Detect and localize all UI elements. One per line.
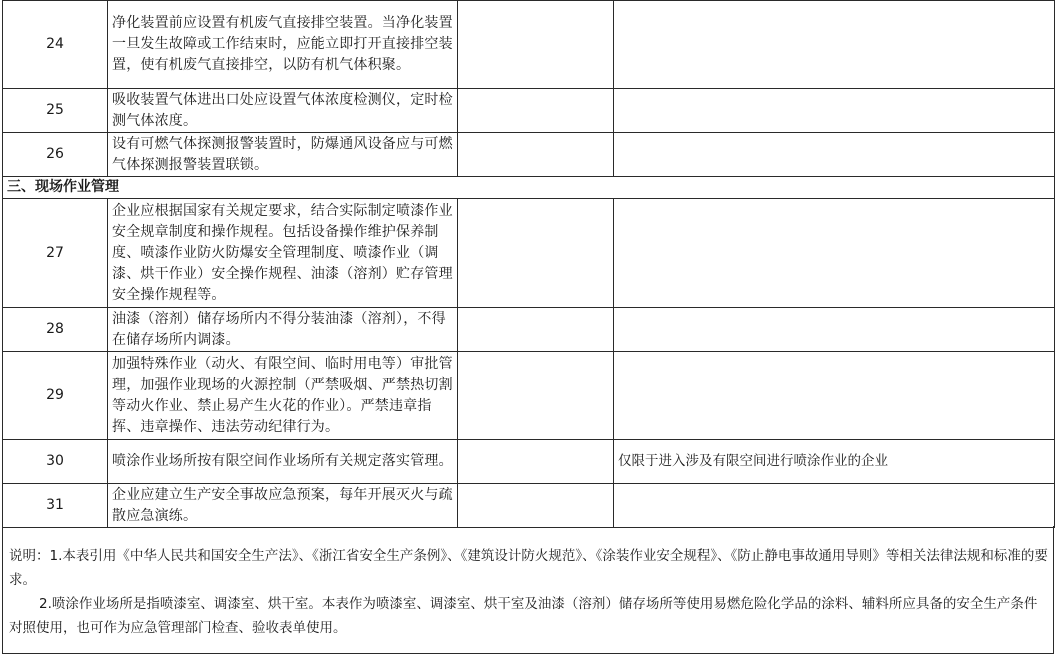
check-cell — [458, 484, 614, 528]
row-number: 27 — [3, 199, 108, 308]
remark-cell: 仅限于进入涉及有限空间进行喷涂作业的企业 — [614, 440, 1055, 484]
check-cell — [458, 440, 614, 484]
remark-cell — [614, 484, 1055, 528]
requirement-text: 企业应根据国家有关规定要求，结合实际制定喷漆作业安全规章制度和操作规程。包括设备操作维护保养制度、喷漆作业防火防爆安全管理制度、喷漆作业（调漆、烘干作业）安全操作规程、油漆（溶剂）贮存管理安全操作规程等。 — [108, 199, 458, 308]
notes-section — [2, 526, 1054, 654]
remark-cell — [614, 1, 1055, 89]
remark-cell — [614, 308, 1055, 352]
check-cell — [458, 308, 614, 352]
checklist-table — [2, 0, 1055, 528]
row-number: 24 — [3, 1, 108, 89]
note-line-1: 说明：1.本表引用《中华人民共和国安全生产法》、《浙江省安全生产条例》、《建筑设计防火规范》、《涂装作业安全规程》、《防止静电事故通用导则》等相关法律法规和标准的要求。 — [9, 548, 1048, 588]
remark-cell — [614, 89, 1055, 133]
table-row — [3, 133, 1055, 177]
check-cell — [458, 352, 614, 440]
check-cell — [458, 133, 614, 177]
remark-cell — [614, 133, 1055, 177]
table-row — [3, 440, 1055, 484]
table-row — [3, 352, 1055, 440]
note-line-2: 2.喷涂作业场所是指喷漆室、调漆室、烘干室。本表作为喷漆室、调漆室、烘干室及油漆（溶剂）储存场所等使用易燃危险化学品的涂料、辅料所应具备的安全生产条件对照使用，也可作为应急管理部门检查、验收表单使用。 — [9, 596, 1038, 636]
check-cell — [458, 89, 614, 133]
requirement-text: 油漆（溶剂）储存场所内不得分装油漆（溶剂），不得在储存场所内调漆。 — [108, 308, 458, 352]
check-cell — [458, 1, 614, 89]
row-number: 25 — [3, 89, 108, 133]
table-row — [3, 1, 1055, 89]
requirement-text: 加强特殊作业（动火、有限空间、临时用电等）审批管理，加强作业现场的火源控制（严禁吸烟、严禁热切割等动火作业、禁止易产生火花的作业）。严禁违章指挥、违章操作、违法劳动纪律行为。 — [108, 352, 458, 440]
table-row — [3, 89, 1055, 133]
table-row — [3, 199, 1055, 308]
row-number: 30 — [3, 440, 108, 484]
row-number: 28 — [3, 308, 108, 352]
checklist-table-container — [2, 0, 1054, 528]
row-number: 31 — [3, 484, 108, 528]
remark-cell — [614, 352, 1055, 440]
table-row — [3, 308, 1055, 352]
remark-cell — [614, 199, 1055, 308]
requirement-text: 设有可燃气体探测报警装置时，防爆通风设备应与可燃气体探测报警装置联锁。 — [108, 133, 458, 177]
requirement-text: 净化装置前应设置有机废气直接排空装置。当净化装置一旦发生故障或工作结束时，应能立即打开直接排空装置，使有机废气直接排空，以防有机气体积聚。 — [108, 1, 458, 89]
section-header-row — [3, 177, 1055, 199]
table-row — [3, 484, 1055, 528]
row-number: 26 — [3, 133, 108, 177]
requirement-text: 吸收装置气体进出口处应设置气体浓度检测仪，定时检测气体浓度。 — [108, 89, 458, 133]
requirement-text: 喷涂作业场所按有限空间作业场所有关规定落实管理。 — [108, 440, 458, 484]
requirement-text: 企业应建立生产安全事故应急预案，每年开展灭火与疏散应急演练。 — [108, 484, 458, 528]
check-cell — [458, 199, 614, 308]
row-number: 29 — [3, 352, 108, 440]
section-title: 三、现场作业管理 — [3, 177, 1055, 199]
